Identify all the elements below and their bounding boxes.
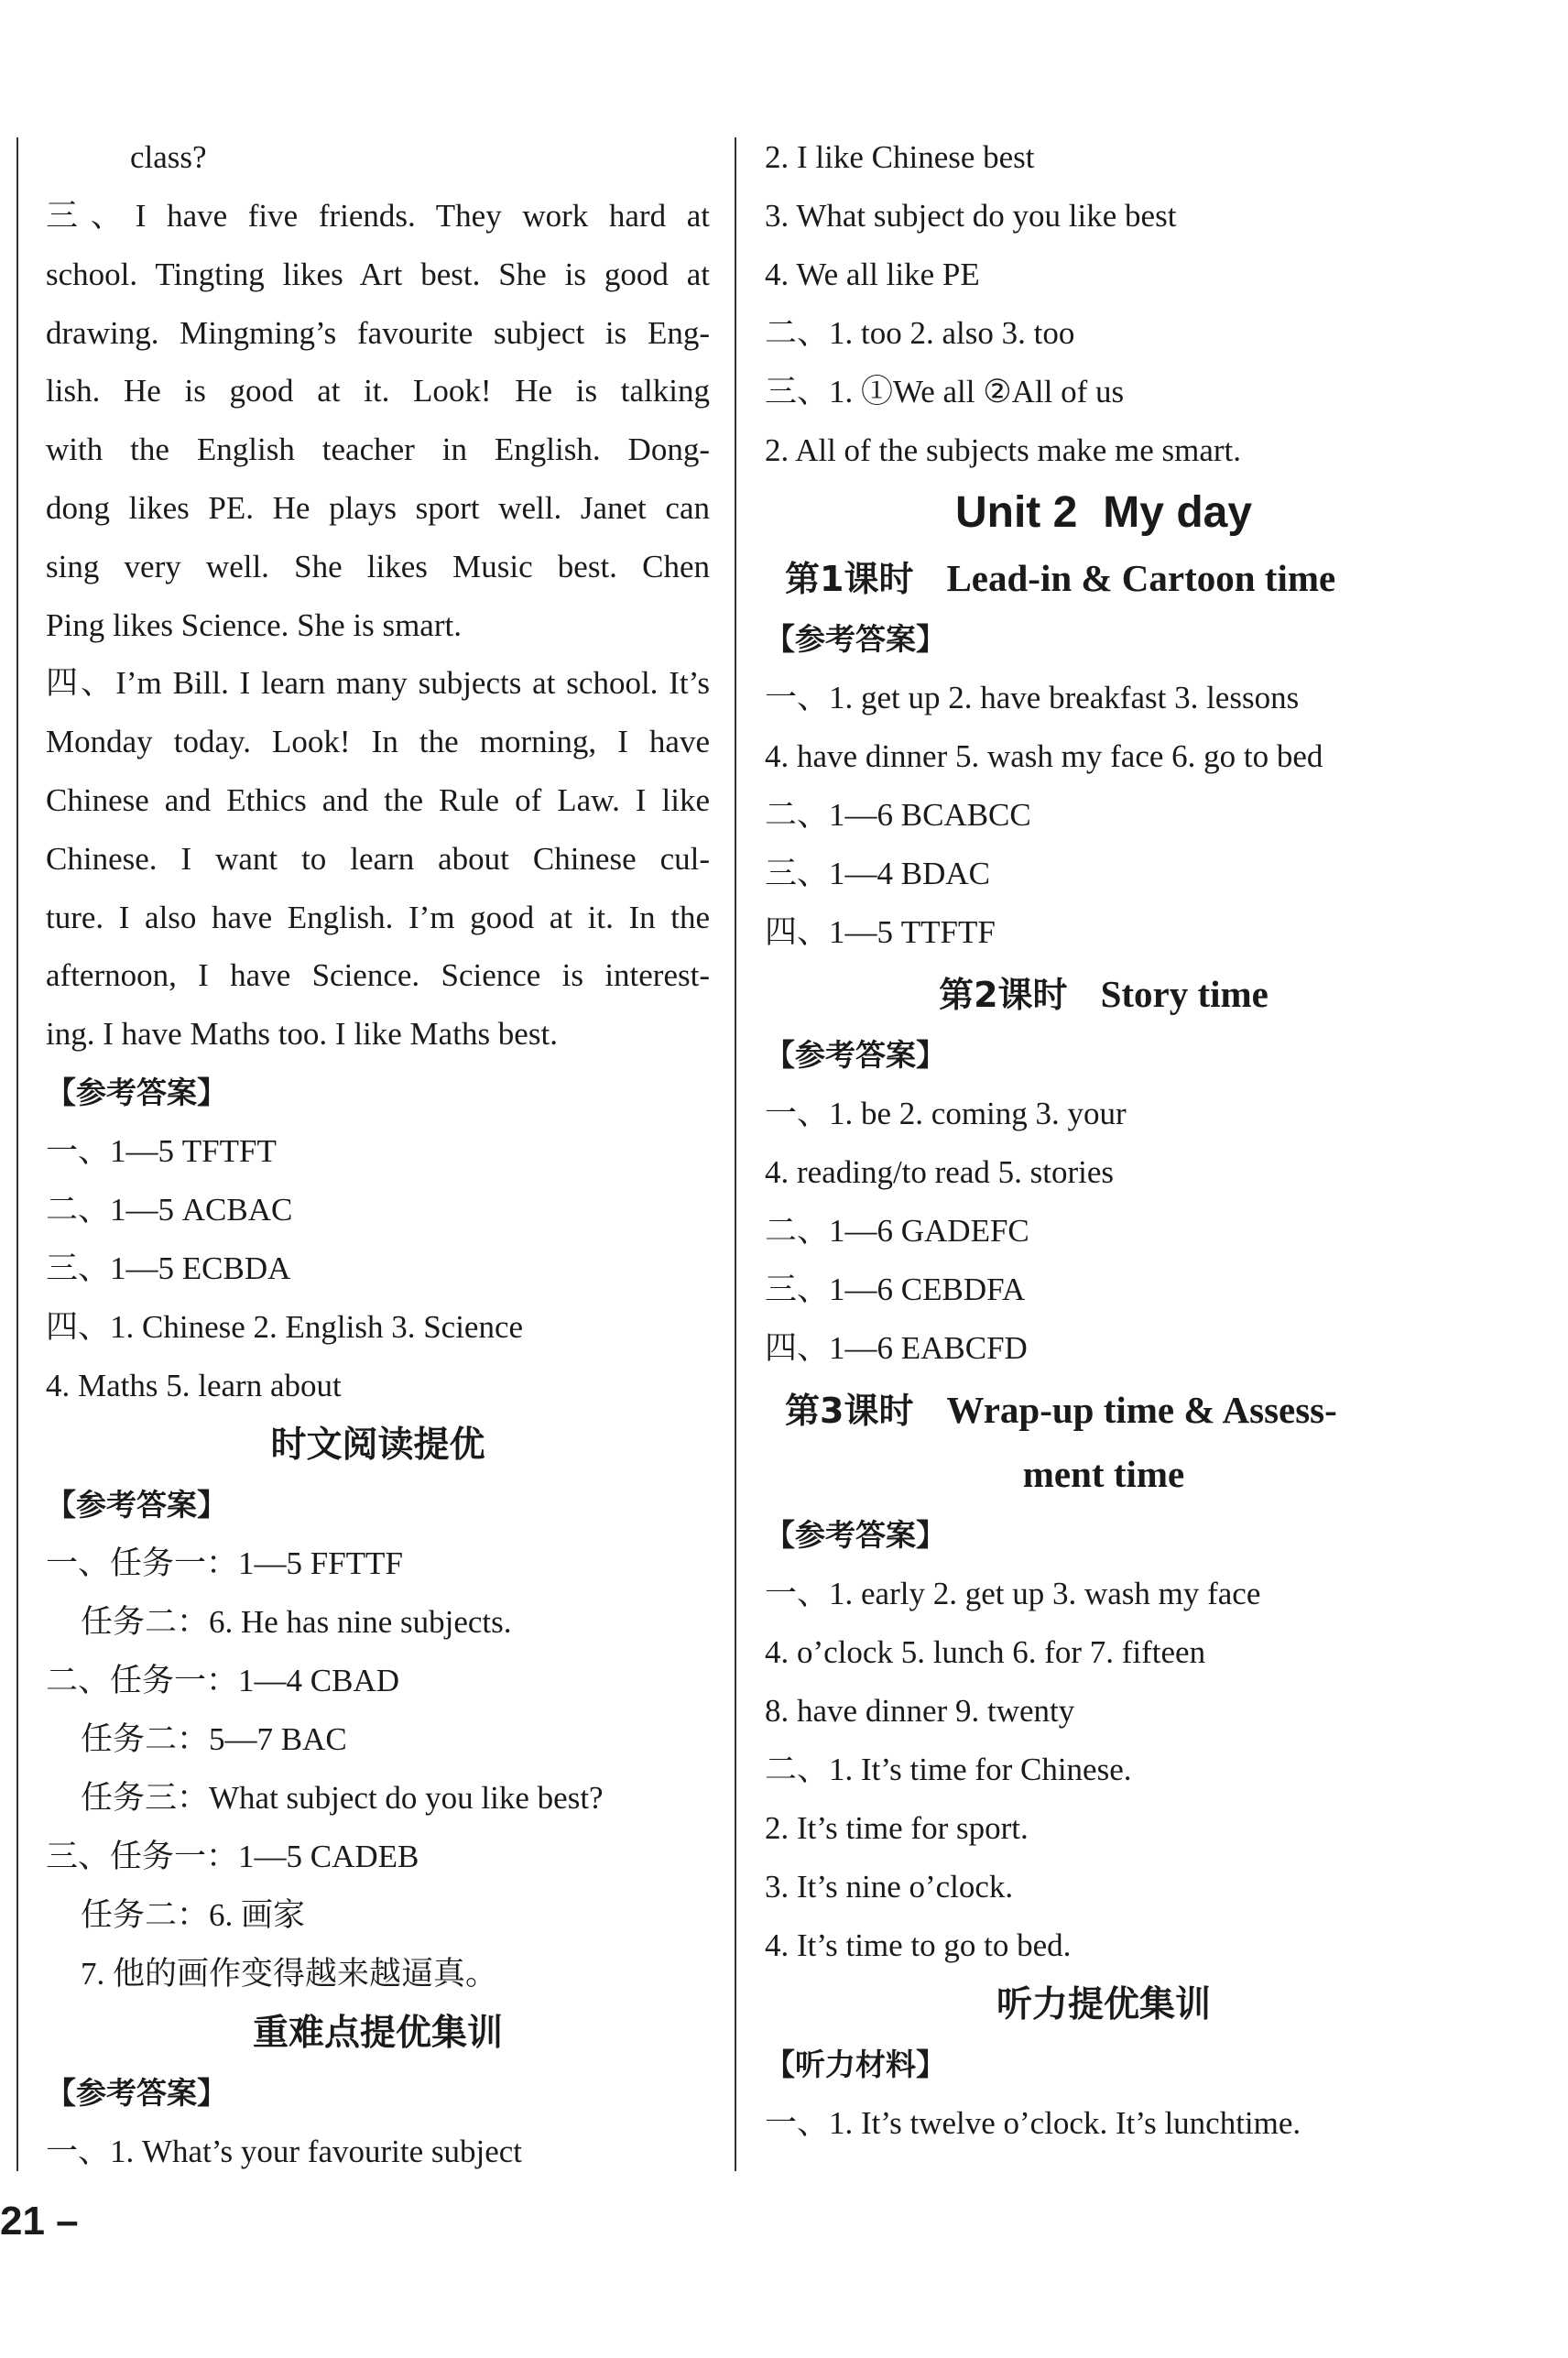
answer-line: 任务二：6. He has nine subjects.	[81, 1603, 512, 1640]
section-heading-key-points: 重难点提优集训	[252, 2012, 503, 2054]
answer-line: 7. 他的画作变得越来越逼真。	[81, 1955, 498, 1992]
answer-line: 三、1—5 ECBDA	[46, 1250, 291, 1286]
text-line: dong likes PE. He plays sport well. Janet can	[46, 489, 710, 526]
answer-line: 4. Maths 5. learn about	[46, 1367, 342, 1403]
section-heading-listening: 听力提优集训	[996, 1984, 1211, 2025]
answer-line: 4. o’clock 5. lunch 6. for 7. fifteen	[765, 1634, 1206, 1670]
text-line: ture. I also have English. I’m good at it. In the	[46, 899, 710, 935]
answer-line: 一、1. What’s your favourite subject	[46, 2133, 523, 2169]
answer-line: 2. All of the subjects make me smart.	[765, 432, 1242, 468]
listening-tag: 【听力材料】	[765, 2047, 946, 2082]
answer-line: 4. We all like PE	[765, 257, 980, 292]
lesson-title: Story time	[1100, 973, 1269, 1015]
answer-line: 4. It’s time to go to bed.	[765, 1927, 1072, 1963]
answer-line: 二、1—5 ACBAC	[46, 1191, 293, 1228]
right-column	[765, 128, 1443, 2153]
answer-line: 3. It’s nine o’clock.	[765, 1869, 1014, 1905]
text-line: 三、I have five friends. They work hard at	[46, 198, 710, 234]
answer-line: 8. have dinner 9. twenty	[765, 1693, 1075, 1729]
left-column	[46, 128, 710, 2181]
text-line: Chinese. I want to learn about Chinese cul-	[46, 840, 710, 877]
text-line: with the English teacher in English. Dong-	[46, 431, 710, 468]
answer-line: 三、1—6 CEBDFA	[765, 1272, 1026, 1307]
unit-number: Unit 2	[954, 488, 1078, 537]
answer-line: 3. What subject do you like best	[765, 198, 1177, 234]
answer-line: 任务二：5—7 BAC	[81, 1720, 347, 1757]
lesson-heading-3-cont: ment time	[1022, 1453, 1185, 1495]
answer-line: 一、1—5 TFTFT	[46, 1132, 277, 1169]
answer-line: 二、1—6 BCABCC	[765, 797, 1031, 833]
answer-line: 四、1—6 EABCFD	[765, 1330, 1028, 1366]
lesson-number: 第1课时	[785, 559, 914, 599]
answer-line: 三、1. ①We all ②All of us	[765, 374, 1125, 409]
answer-line: 一、1. get up 2. have breakfast 3. lessons	[765, 680, 1300, 715]
answer-line: 四、1. Chinese 2. English 3. Science	[46, 1308, 524, 1345]
unit-name: My day	[1103, 488, 1253, 537]
answer-line: 三、1—4 BDAC	[765, 856, 990, 891]
answer-tag: 【参考答案】	[765, 1037, 946, 1073]
text-line: Monday today. Look! In the morning, I have	[46, 724, 710, 760]
answer-line: 三、任务一：1—5 CADEB	[46, 1838, 419, 1874]
column-divider	[735, 137, 736, 2171]
text-line: sing very well. She likes Music best. Chen	[46, 548, 710, 584]
passage-three	[46, 187, 710, 654]
page-number: 21 –	[0, 2199, 79, 2243]
lesson-title: Lead-in & Cartoon time	[946, 557, 1336, 599]
answer-line: 二、1. It’s time for Chinese.	[765, 1752, 1132, 1787]
answer-line: 二、任务一：1—4 CBAD	[46, 1662, 399, 1698]
answer-line: 二、1—6 GADEFC	[765, 1213, 1029, 1249]
lesson-number: 第2课时	[939, 975, 1068, 1015]
lesson-heading-2	[765, 962, 1443, 1026]
reading-continuation: class?	[130, 139, 207, 175]
answer-line: 一、1. be 2. coming 3. your	[765, 1096, 1127, 1131]
answer-tag: 【参考答案】	[46, 1486, 227, 1523]
answer-line: 任务三：What subject do you like best?	[81, 1779, 604, 1816]
answer-tag: 【参考答案】	[46, 2074, 227, 2111]
answer-line: 二、1. too 2. also 3. too	[765, 315, 1075, 351]
lesson-number: 第3课时	[785, 1391, 914, 1431]
answer-tag: 【参考答案】	[46, 1074, 227, 1110]
lesson-heading-1	[765, 546, 1443, 610]
answer-line: 任务二：6. 画家	[81, 1896, 306, 1933]
unit-title	[765, 480, 1443, 546]
answer-line: 四、1—5 TTFTF	[765, 914, 996, 950]
listening-line: 一、1. It’s twelve o’clock. It’s lunchtime.	[765, 2105, 1301, 2141]
text-line: drawing. Mingming’s favourite subject is Eng-	[46, 314, 710, 351]
text-line: Chinese and Ethics and the Rule of Law. I like	[46, 781, 710, 818]
passage-four	[46, 654, 710, 1064]
answer-line: 4. reading/to read 5. stories	[765, 1154, 1115, 1190]
answer-line: 2. It’s time for sport.	[765, 1810, 1029, 1846]
lesson-heading-3	[765, 1378, 1443, 1442]
text-line: Ping likes Science. She is smart.	[46, 606, 462, 643]
text-line: school. Tingting likes Art best. She is good at	[46, 256, 710, 292]
answer-line: 4. have dinner 5. wash my face 6. go to bed	[765, 738, 1323, 774]
text-line: lish. He is good at it. Look! He is talking	[46, 373, 710, 409]
answer-tag: 【参考答案】	[765, 621, 946, 657]
left-margin-rule	[16, 137, 18, 2171]
section-heading-reading: 时文阅读提优	[270, 1424, 485, 1466]
answer-tag: 【参考答案】	[765, 1517, 946, 1553]
answer-line: 2. I like Chinese best	[765, 139, 1035, 175]
text-line: 四、I’m Bill. I learn many subjects at school. It’s	[46, 665, 710, 702]
answer-line: 一、1. early 2. get up 3. wash my face	[765, 1576, 1261, 1611]
lesson-title: Wrap-up time & Assess-	[946, 1389, 1337, 1431]
answer-line: 一、任务一：1—5 FFTTF	[46, 1545, 403, 1581]
text-line: afternoon, I have Science. Science is interest-	[46, 957, 710, 994]
text-line: ing. I have Maths too. I like Maths best.	[46, 1016, 558, 1053]
